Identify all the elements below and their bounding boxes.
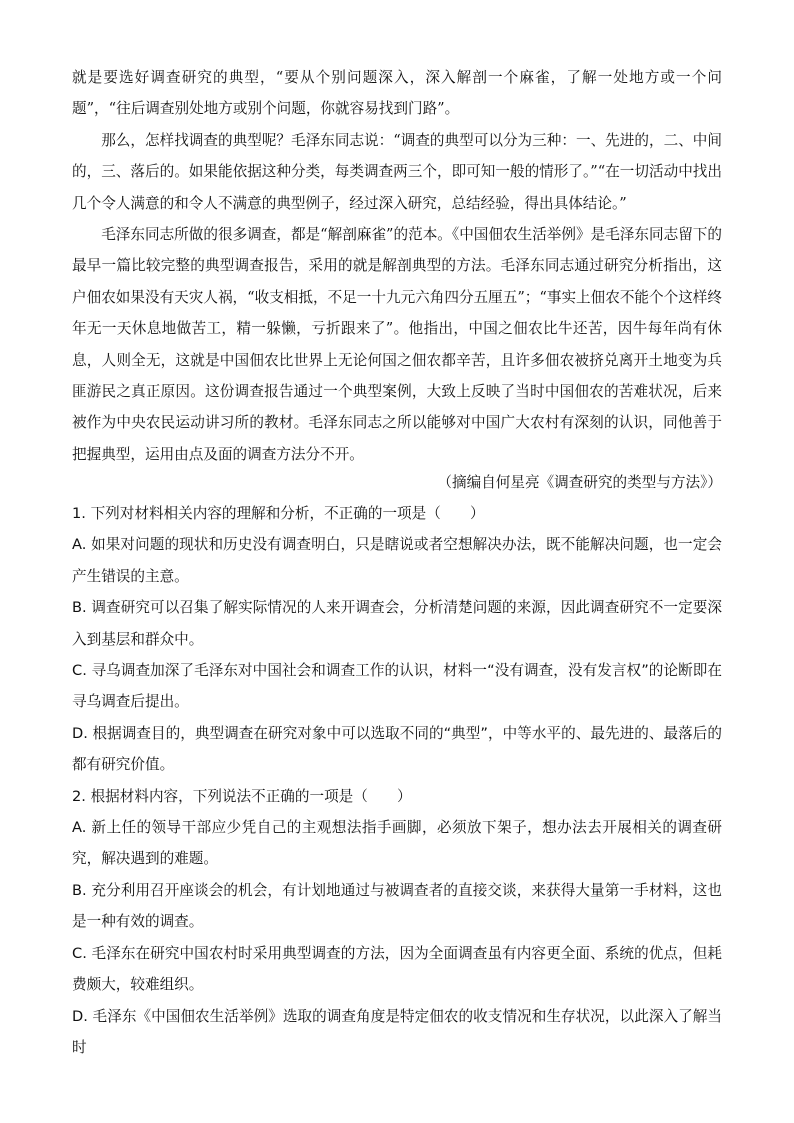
passage-paragraph-1: 就是要选好调查研究的典型，“要从个别问题深入，深入解剖一个麻雀，了解一处地方或一个问题”，“往后调查别处地方或别个问题，你就容易找到门路”。 (72, 69, 722, 118)
question-1-option-c: C. 寻乌调查加深了毛泽东对中国社会和调查工作的认识，材料一“没有调查，没有发言权”的论断即在寻乌调查后提出。 (72, 662, 722, 711)
passage-paragraph-3: 毛泽东同志所做的很多调查，都是“解剖麻雀”的范本。《中国佃农生活举例》是毛泽东同志留下的最早一篇比较完整的典型调查报告，采用的就是解剖典型的方法。毛泽东同志通过研究分析指出，这户佃农如果没有天灾人祸，“收支相抵，不足一十九元六角四分五厘五”；“事实上佃农不能个个这样终年无一天休息地做苦工，精一躲懒，亏折跟来了”。他指出，中国之佃农比牛还苦，因牛每年尚有休息，人则全无，这就是中国佃农比世界上无论何国之佃农都辛苦，且许多佃农被挤兑离开土地变为兵匪游民之真正原因。这份调查报告通过一个典型案例，大致上反映了当时中国佃农的苦难状况，后来被作为中央农民运动讲习所的教材。毛泽东同志之所以能够对中国广大农村有深刻的认识，同他善于把握典型，运用由点及面的调查方法分不开。 (72, 226, 722, 463)
question-2-stem: 2. 根据材料内容，下列说法不正确的一项是（ ） (72, 787, 412, 805)
passage-source: （摘编自何星亮《调查研究的类型与方法》） (437, 474, 722, 491)
question-1-option-d: D. 根据调查目的，典型调查在研究对象中可以选取不同的“典型”，中等水平的、最先进的、最落后的都有研究价值。 (72, 724, 722, 774)
question-2-option-b: B. 充分利用召开座谈会的机会，有计划地通过与被调查者的直接交谈，来获得大量第一手材料，这也是一种有效的调查。 (72, 881, 722, 931)
reading-passage (72, 62, 722, 470)
question-2-option-a: A. 新上任的领导干部应少凭自己的主观想法指手画脚，必须放下架子，想办法去开展相关的调查研究，解决遇到的难题。 (72, 819, 722, 868)
question-1-option-b: B. 调查研究可以召集了解实际情况的人来开调查会，分析清楚问题的来源，因此调查研究不一定要深入到基层和群众中。 (72, 599, 722, 648)
question-2-option-d: D. 毛泽东《中国佃农生活举例》选取的调查角度是特定佃农的收支情况和生存状况，以此深入了解当时 (72, 1007, 722, 1056)
question-2-option-c: C. 毛泽东在研究中国农村时采用典型调查的方法，因为全面调查虽有内容更全面、系统的优点，但耗费颇大，较难组织。 (72, 944, 722, 994)
question-1-stem: 1. 下列对材料相关内容的理解和分析，不正确的一项是（ ） (72, 505, 485, 522)
passage-paragraph-2: 那么，怎样找调查的典型呢？毛泽东同志说：“调查的典型可以分为三种：一、先进的，二、中间的，三、落后的。如果能依据这种分类，每类调查两三个，即可知一般的情形了。”“在一切活动中找出几个令人满意的和令人不满意的典型例子，经过深入研究，总结经验，得出具体结论。” (72, 131, 722, 212)
question-section (72, 498, 722, 1063)
question-1-option-a: A. 如果对问题的现状和历史没有调查明白，只是瞎说或者空想解决办法，既不能解决问题，也一定会产生错误的主意。 (72, 536, 722, 585)
